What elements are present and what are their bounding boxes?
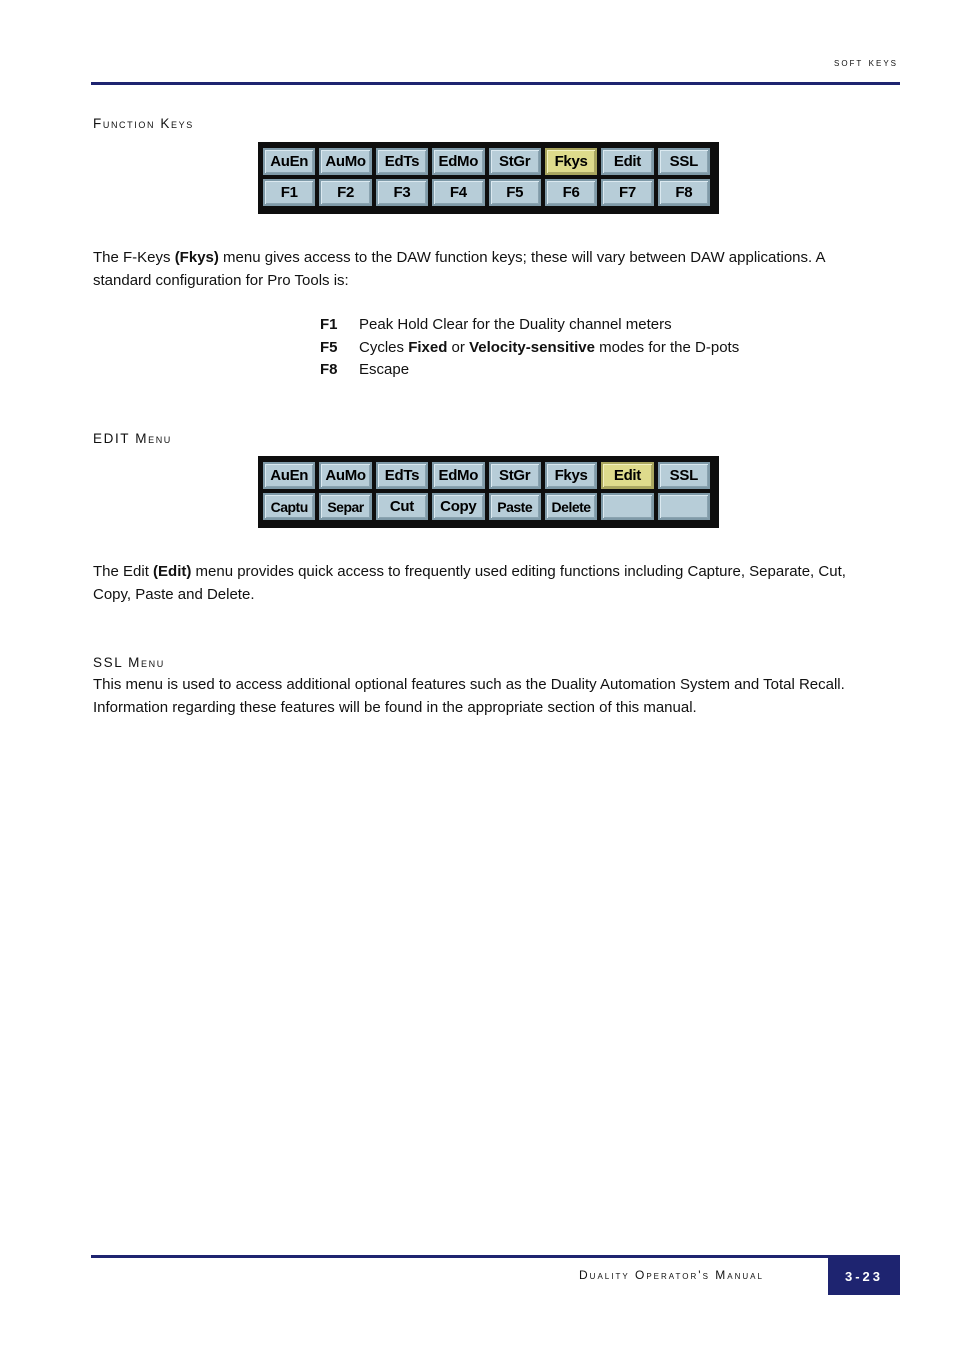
softkey-f7: F7	[601, 179, 653, 206]
section-title-edit-menu: EDIT Menu	[93, 431, 172, 446]
softkey-delete: Delete	[545, 493, 597, 520]
softkey-fkys-highlighted: Fkys	[545, 148, 597, 175]
edit-menu-description: The Edit (Edit) menu provides quick access to frequently used editing functions including Capture, Separate, Cut, Copy, Paste and Delete.	[93, 563, 846, 603]
softkey-f8: F8	[658, 179, 710, 206]
softkey-edmo: EdMo	[432, 148, 484, 175]
softkey-separate: Separ	[319, 493, 371, 520]
softkey-f6: F6	[545, 179, 597, 206]
softkey-edts: EdTs	[376, 462, 428, 489]
softkey-auen: AuEn	[263, 462, 315, 489]
softkey-f4: F4	[432, 179, 484, 206]
section-title-ssl-menu: SSL Menu	[93, 655, 165, 670]
list-item: F1 Peak Hold Clear for the Duality channel meters	[320, 316, 672, 333]
function-keys-description: The F-Keys (Fkys) menu gives access to the DAW function keys; these will vary between DAW applications. A standard configuration for Pro Tools is:	[93, 249, 825, 289]
softkey-edit: Edit	[601, 148, 653, 175]
function-keys-panel	[258, 142, 719, 214]
list-item: F5 Cycles Fixed or Velocity-sensitive modes for the D-pots	[320, 338, 740, 356]
softkey-cut: Cut	[376, 493, 428, 520]
softkey-copy: Copy	[432, 493, 484, 520]
softkey-auen: AuEn	[263, 148, 315, 175]
running-header: soft keys	[833, 55, 898, 69]
function-keys-bottom-row	[263, 179, 714, 208]
softkey-blank-7	[601, 493, 653, 520]
list-item: F8 Escape	[320, 361, 410, 378]
softkey-stgr: StGr	[489, 462, 541, 489]
softkey-f1: F1	[263, 179, 315, 206]
softkey-fkys: Fkys	[545, 462, 597, 489]
softkey-f5: F5	[489, 179, 541, 206]
page-number: 3-23	[828, 1257, 900, 1295]
edit-menu-bottom-row	[263, 493, 714, 522]
edit-menu-top-row	[263, 462, 714, 491]
softkey-capture: Captu	[263, 493, 315, 520]
softkey-aumo: AuMo	[319, 462, 371, 489]
softkey-f2: F2	[319, 179, 371, 206]
running-footer: Duality Operator's Manual	[579, 1268, 764, 1282]
softkey-ssl: SSL	[658, 462, 710, 489]
softkey-edit-highlighted: Edit	[601, 462, 653, 489]
fkey-config-list	[320, 314, 739, 382]
softkey-stgr: StGr	[489, 148, 541, 175]
softkey-paste: Paste	[489, 493, 541, 520]
softkey-aumo: AuMo	[319, 148, 371, 175]
softkey-edts: EdTs	[376, 148, 428, 175]
softkey-ssl: SSL	[658, 148, 710, 175]
softkey-blank-8	[658, 493, 710, 520]
section-title-function-keys: Function Keys	[93, 116, 194, 131]
softkey-f3: F3	[376, 179, 428, 206]
ssl-menu-description: This menu is used to access additional optional features such as the Duality Automation System and Total Recall. Information regarding these features will be found in the appropriate section of this manual.	[93, 676, 845, 716]
footer-rule	[91, 1255, 900, 1258]
edit-menu-panel	[258, 456, 719, 528]
function-keys-top-row	[263, 148, 714, 177]
softkey-edmo: EdMo	[432, 462, 484, 489]
header-rule	[91, 82, 900, 85]
